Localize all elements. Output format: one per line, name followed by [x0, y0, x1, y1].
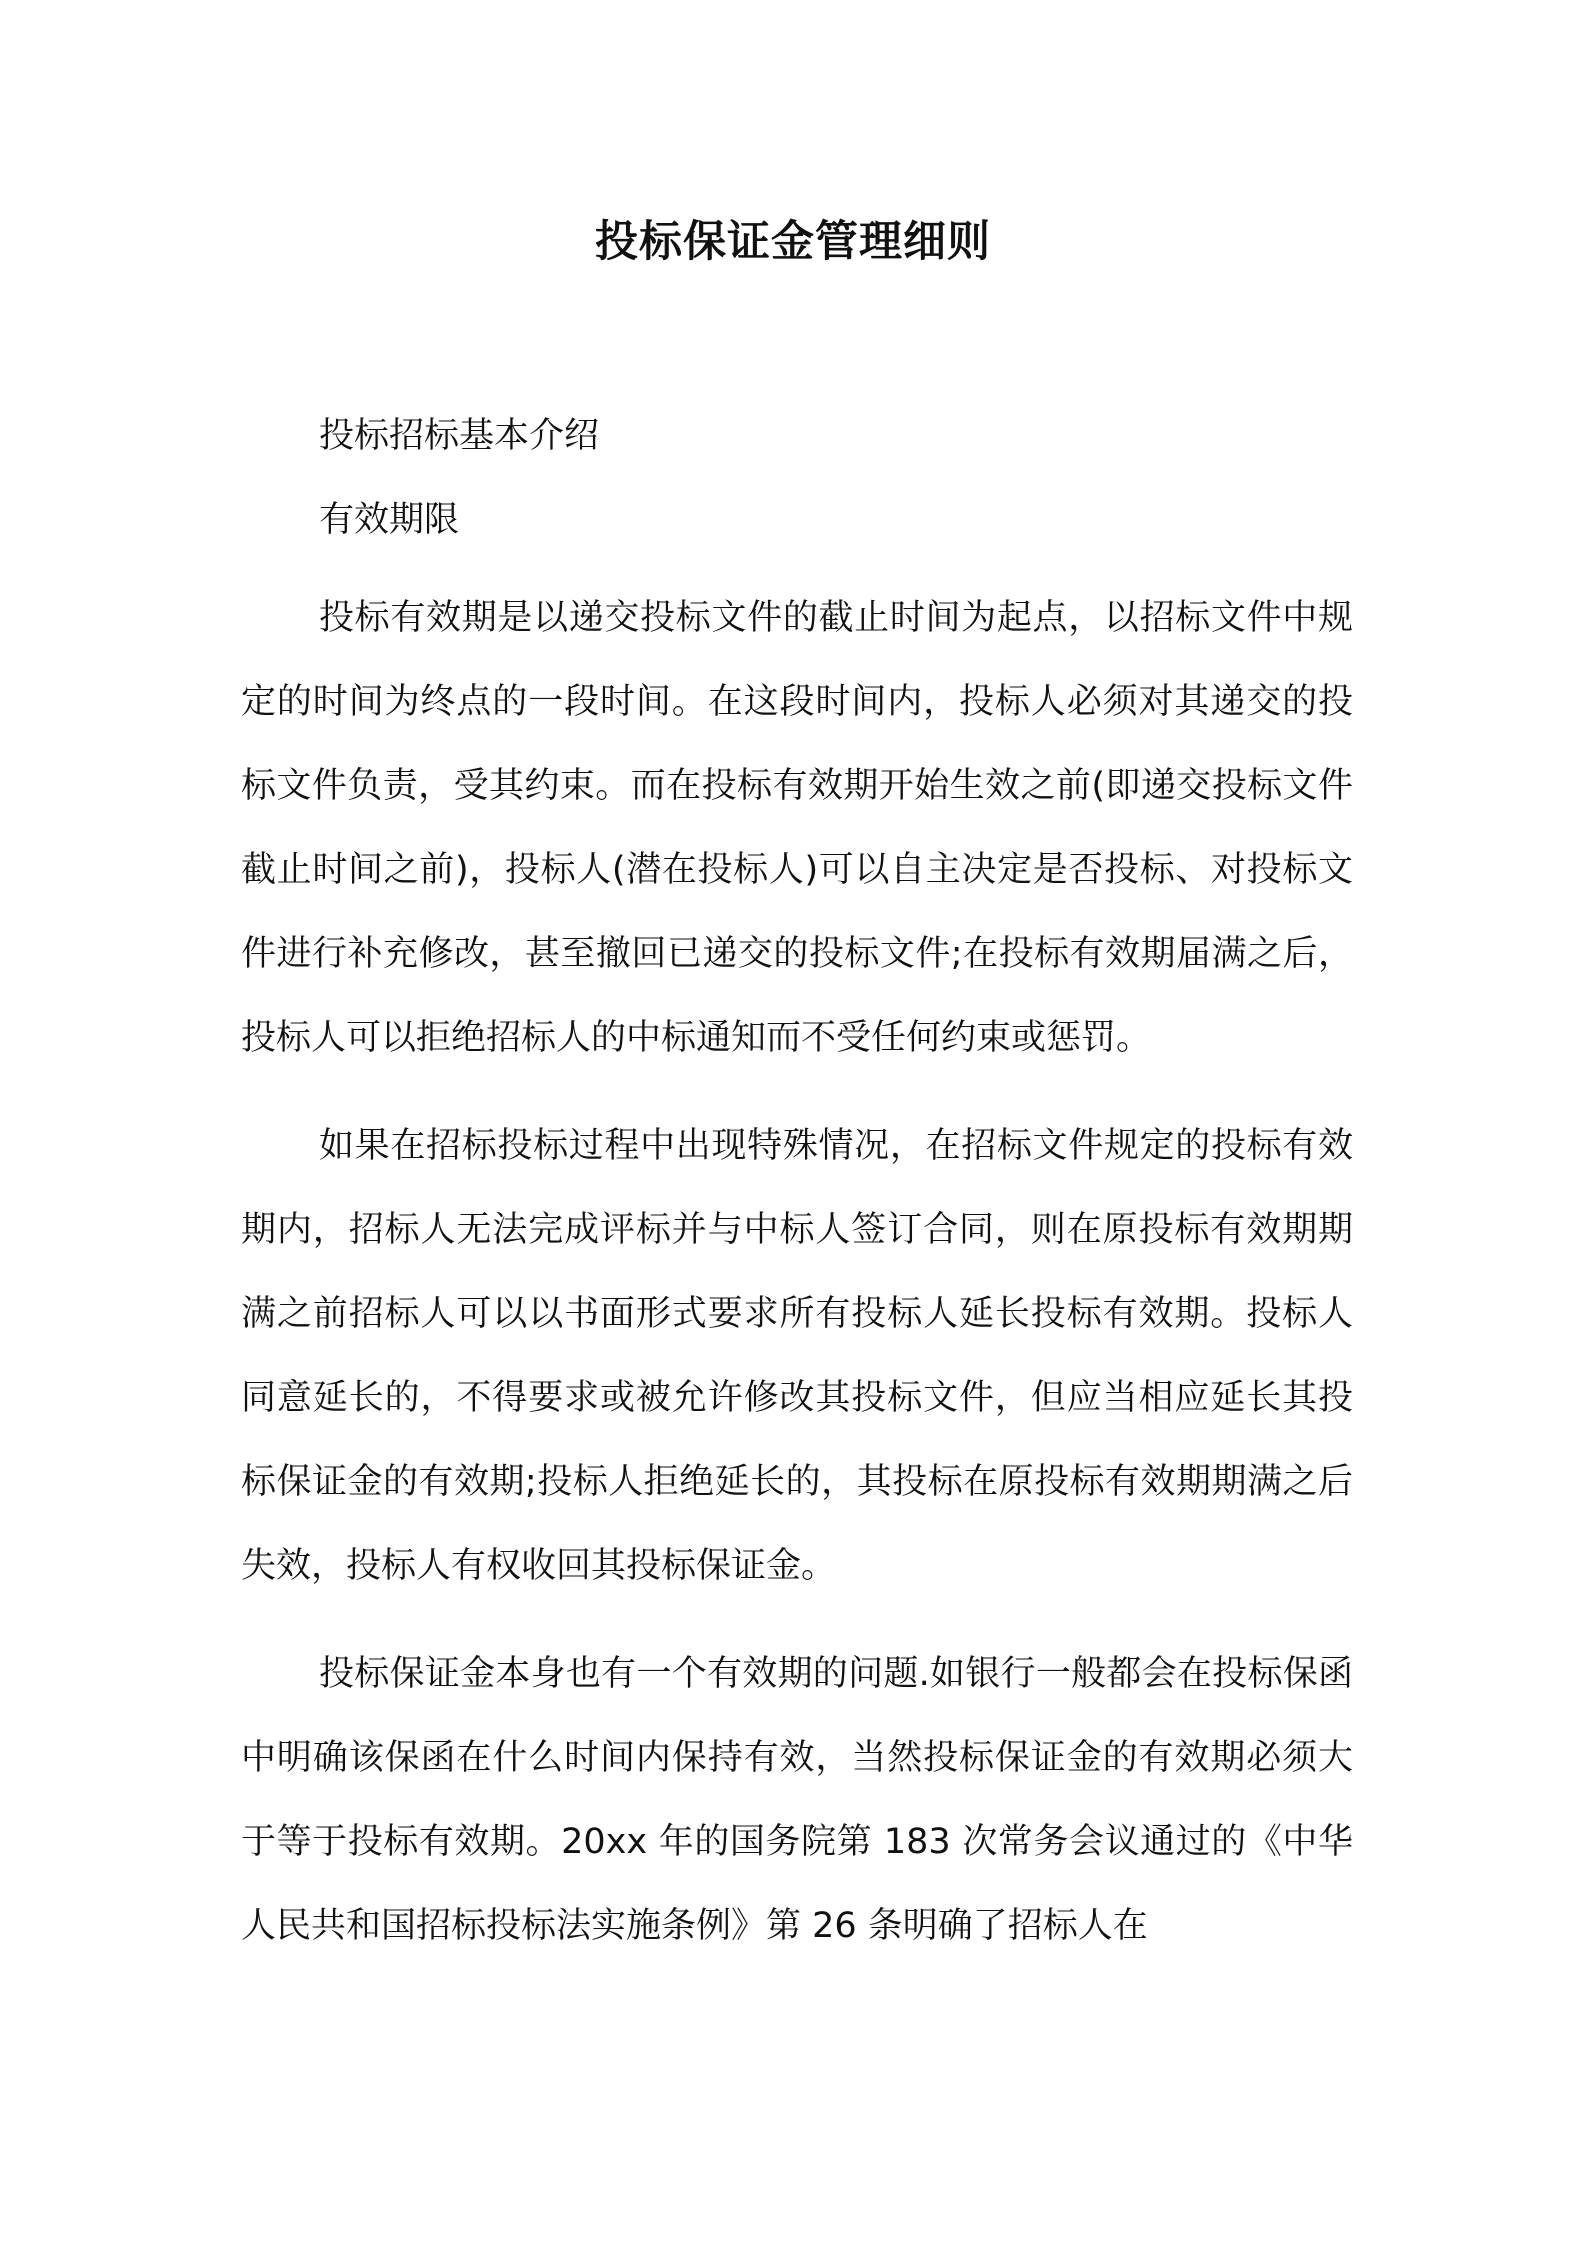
document-body [241, 408, 1353, 1992]
paragraph-validity-extension: 如果在招标投标过程中出现特殊情况，在招标文件规定的投标有效期内，招标人无法完成评标并与中标人签订合同，则在原投标有效期期满之前招标人可以以书面形式要求所有投标人延长投标有效期。投标人同意延长的，不得要求或被允许修改其投标文件，但应当相应延长其投标保证金的有效期;投标人拒绝延长的，其投标在原投标有效期期满之后失效，投标人有权收回其投标保证金。 [241, 1126, 1353, 1586]
paragraph-bid-bond-validity: 投标保证金本身也有一个有效期的问题.如银行一般都会在投标保函中明确该保函在什么时间内保持有效，当然投标保证金的有效期必须大于等于投标有效期。20xx 年的国务院第 183 次常务会议通过的《中华人民共和国招标投标法实施条例》第 26 条明确了招标人在 [241, 1654, 1353, 1946]
section-heading-intro: 投标招标基本介绍 [319, 416, 600, 456]
document-title: 投标保证金管理细则 [595, 217, 991, 267]
section-heading-validity: 有效期限 [319, 500, 460, 540]
paragraph-validity-definition: 投标有效期是以递交投标文件的截止时间为起点，以招标文件中规定的时间为终点的一段时间。在这段时间内，投标人必须对其递交的投标文件负责，受其约束。而在投标有效期开始生效之前(即递交投标文件截止时间之前)，投标人(潜在投标人)可以自主决定是否投标、对投标文件进行补充修改，甚至撤回已递交的投标文件;在投标有效期届满之后，投标人可以拒绝招标人的中标通知而不受任何约束或惩罚。 [241, 598, 1353, 1058]
